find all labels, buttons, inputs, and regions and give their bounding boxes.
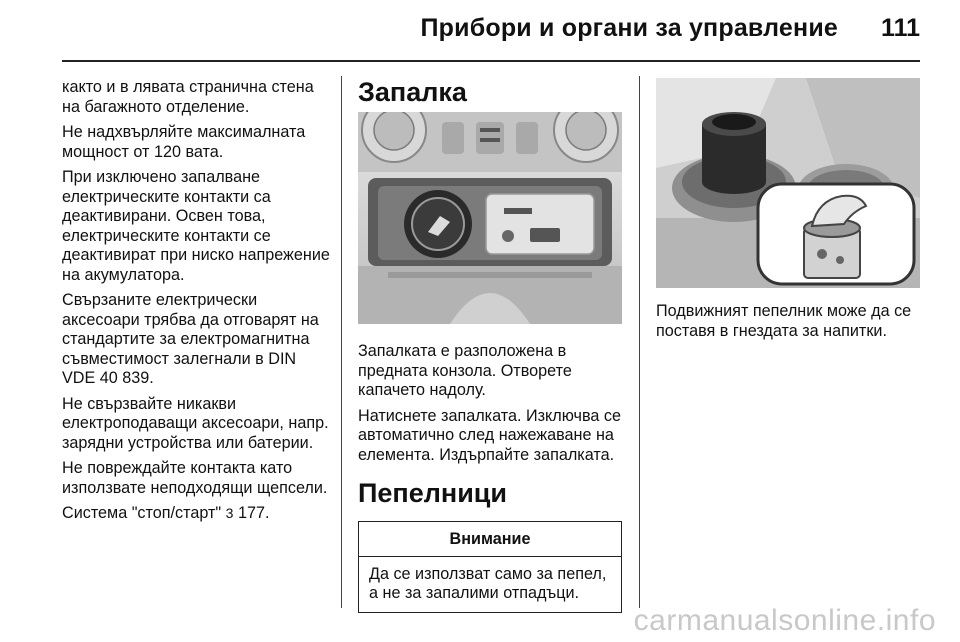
warning-body: Да се използват само за пепел, а не за запалими отпадъци. — [369, 564, 607, 602]
paragraph: както и в лявата странична стена на багажното отделение. — [62, 78, 314, 116]
header-rule — [62, 60, 920, 62]
cross-reference[interactable] — [62, 504, 330, 524]
reference-page: 177. — [237, 504, 270, 522]
column-3 — [656, 78, 922, 347]
page-number: 111 — [881, 14, 920, 42]
column-divider-2 — [639, 76, 640, 608]
paragraph: Запалката е разположена в предната конзола. Отворете капачето надолу. — [358, 342, 572, 399]
watermark: carmanualsonline.info — [633, 604, 936, 637]
warning-title: Внимание — [359, 522, 621, 557]
page-title: Прибори и органи за управление — [420, 14, 838, 42]
column-2 — [358, 76, 628, 613]
paragraph: Не надхвърляйте максималната мощност от 120 вата. — [62, 123, 306, 161]
warning-box — [358, 521, 622, 613]
paragraph: При изключено запалване електрическите контакти са деактивирани. Освен това, електрическите контакти се деактивират при ниско напрежение на акумулатора. — [62, 168, 330, 284]
paragraph: Не повреждайте контакта като използвате неподходящи щепсели. — [62, 459, 328, 497]
lighter-illustration — [358, 112, 622, 324]
ashtray-illustration — [656, 78, 920, 288]
figure-caption: Подвижният пепелник може да се поставя в гнездата за напитки. — [656, 302, 912, 340]
heading-lighter: Запалка — [358, 77, 467, 107]
column-1 — [62, 78, 330, 530]
paragraph: Свързаните електрически аксесоари трябва да отговарят на стандартите за електромагнитна съвместимост залегнали в DIN VDE 40 839. — [62, 291, 319, 387]
page-header — [0, 0, 960, 62]
reference-text: Система "стоп/старт" — [62, 504, 222, 522]
paragraph: Натиснете запалката. Изключва се автоматично след нажежаване на елемента. Издърпайте запалката. — [358, 406, 621, 464]
paragraph: Не свързвайте никакви електроподаващи аксесоари, напр. зарядни устройства или батерии. — [62, 394, 329, 452]
heading-ashtrays: Пепелници — [358, 478, 508, 508]
column-divider-1 — [341, 76, 342, 608]
reference-arrow-icon: 3 — [225, 505, 234, 521]
